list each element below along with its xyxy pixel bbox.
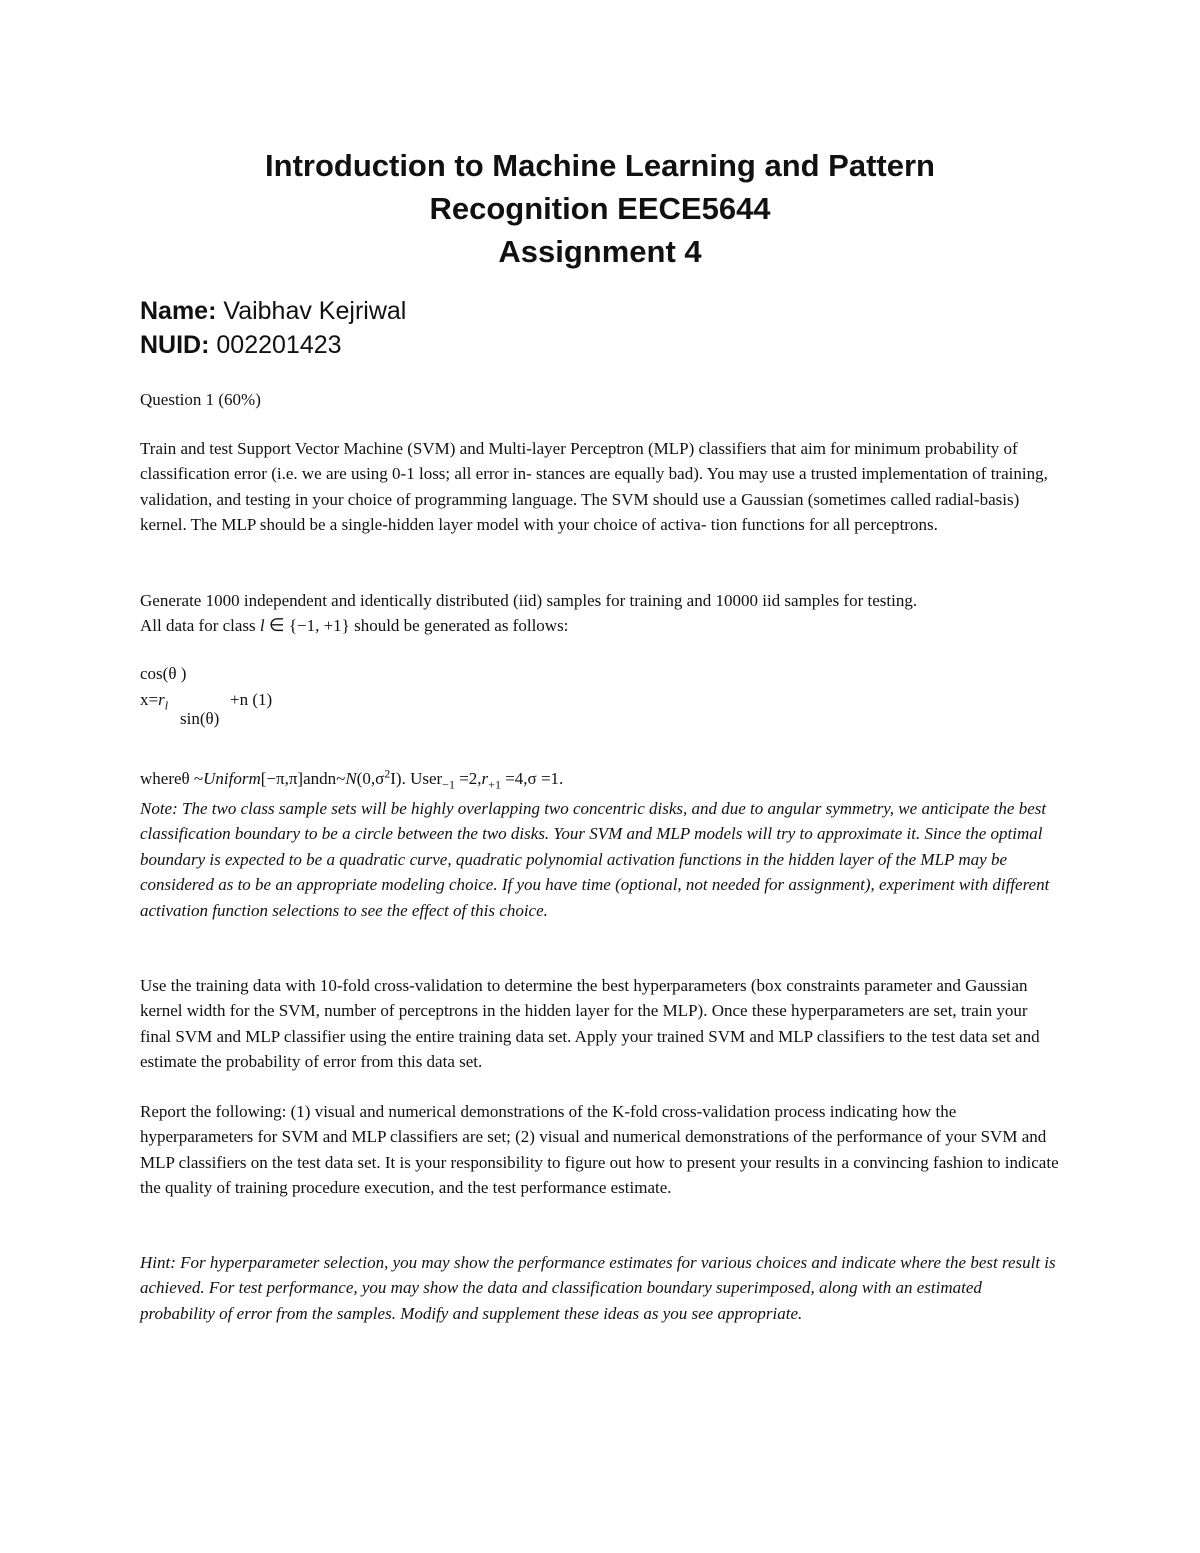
student-nuid	[140, 328, 342, 362]
title-line-1: Introduction to Machine Learning and Pattern	[265, 148, 935, 183]
element-of-symbol: ∈	[268, 615, 285, 636]
question-paragraph-2-line-2	[140, 613, 1060, 638]
question-hint: Hint: For hyperparameter selection, you may show the performance estimates for various choices and indicate where the best result is achieved. For test performance, you may show the data and classification boundary superimposed, along with an estimated probability of error from the samples. Modify and supplement these ideas as you see appropriate.	[140, 1253, 1056, 1323]
equation-plus-noise: +n (1)	[230, 690, 273, 709]
equation-sin: sin(θ)	[180, 709, 220, 728]
name-label: Name:	[140, 297, 217, 325]
question-paragraph-2-line-1: Generate 1000 independent and identically distributed (iid) samples for training and 10000 iid samples for testing.	[140, 591, 918, 610]
equation-x: x=	[140, 690, 159, 709]
nuid-value: 002201423	[216, 331, 342, 359]
student-name	[140, 294, 406, 328]
class-suffix: {−1, +1} should be generated as follows:	[288, 616, 569, 635]
where-r: r	[481, 769, 489, 788]
equation-cos: cos(θ )	[140, 664, 187, 683]
document-title	[0, 144, 1200, 273]
where-line	[140, 766, 1060, 791]
where-part-5: =2,	[454, 769, 482, 788]
nuid-label: NUID:	[140, 331, 210, 359]
question-paragraph-1: Train and test Support Vector Machine (SVM) and Multi-layer Perceptron (MLP) classifiers that aim for minimum probability of classification error (i.e. we are using 0-1 loss; all error in- stances are equally bad). You may use a trusted implementation of training, validation, and testing in your choice of programming language. The SVM should use a Gaussian (sometimes called radial-basis) kernel. The MLP should be a single-hidden layer model with your choice of activa- tion functions for all perceptrons.	[140, 439, 1048, 535]
question-paragraph-3: Use the training data with 10-fold cross-validation to determine the best hyperparameters (box constraints parameter and Gaussian kernel width for the SVM, number of perceptrons in the hidden layer for the MLP). Once these hyperparameters are set, train your final SVM and MLP classifier using the entire training data set. Apply your trained SVM and MLP classifiers to the test data set and estimate the probability of error from this data set.	[140, 976, 1040, 1072]
where-part-2: [−π,π]andn~	[260, 769, 346, 788]
where-sub-1: −1	[442, 777, 455, 792]
equation-lhs	[140, 690, 169, 713]
question-paragraph-4: Report the following: (1) visual and numerical demonstrations of the K-fold cross-validation process indicating how the hyperparameters for SVM and MLP classifiers are set; (2) visual and numerical demonstrations of the performance of your SVM and MLP classifiers on the test data set. It is your responsibility to figure out how to present your results in a convincing fashion to indicate the quality of training procedure execution, and the test performance estimate.	[140, 1102, 1059, 1198]
class-variable: l	[259, 616, 265, 635]
name-value: Vaibhav Kejriwal	[223, 297, 407, 325]
where-part-4: I). User	[390, 769, 443, 788]
question-note: Note: The two class sample sets will be highly overlapping two concentric disks, and due to angular symmetry, we anticipate the best classification boundary to be a circle between the two disks. Your SVM and MLP models will try to approximate it. Since the optimal boundary is expected to be a quadratic curve, quadratic polynomial activation functions in the hidden layer of the MLP may be considered as to be an appropriate modeling choice. If you have time (optional, not needed for assignment), experiment with different activation function selections to see the effect of this choice.	[140, 799, 1050, 920]
where-part-3: (0,σ	[356, 769, 385, 788]
class-prefix: All data for class	[140, 616, 256, 635]
title-line-3: Assignment 4	[498, 234, 702, 269]
where-normal: N	[345, 769, 357, 788]
where-uniform: Uniform	[203, 769, 261, 788]
where-part-6: =4,σ =1.	[500, 769, 564, 788]
question-heading: Question 1 (60%)	[140, 390, 261, 409]
where-sub-2: +1	[488, 777, 501, 792]
title-line-2: Recognition EECE5644	[429, 191, 771, 226]
where-part-1: whereθ ~	[140, 769, 204, 788]
where-square: 2	[384, 766, 391, 781]
equation-r-sub: l	[164, 698, 169, 713]
equation-r: r	[158, 690, 165, 709]
